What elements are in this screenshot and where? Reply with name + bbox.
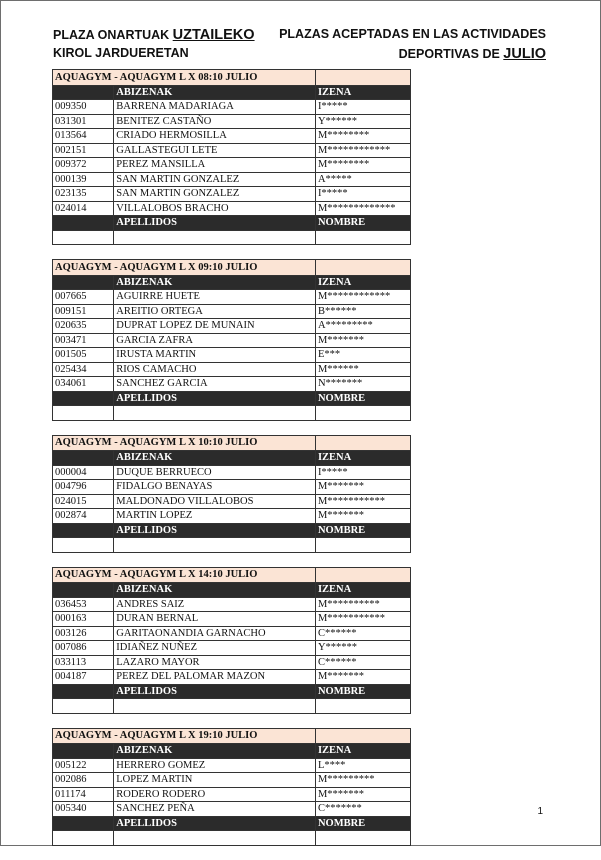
table-row [53,348,411,363]
table-row [53,465,411,480]
empty-cell [53,230,114,245]
nombre-footer: NOMBRE [315,216,410,231]
table-row [53,158,411,173]
member-name: M************ [315,143,410,158]
member-name: L**** [315,758,410,773]
member-surname: BENITEZ CASTAÑO [114,114,316,129]
table-row [53,597,411,612]
table-row [53,114,411,129]
empty-cell [114,406,316,421]
member-surname: LOPEZ MARTIN [114,773,316,788]
nombre-footer: NOMBRE [315,816,410,831]
abizenak-header: ABIZENAK [114,85,316,100]
member-surname: DUPRAT LOPEZ DE MUNAIN [114,319,316,334]
code-footer [53,216,114,231]
abizenak-header: ABIZENAK [114,275,316,290]
member-name: M*********** [315,494,410,509]
member-name: N******* [315,377,410,392]
member-surname: MARTIN LOPEZ [114,509,316,524]
title-blank-cell [315,260,410,276]
table-row [53,290,411,305]
table-row [53,377,411,392]
table-row [53,494,411,509]
member-code: 011174 [53,787,114,802]
empty-cell [53,831,114,846]
title-blank-cell [315,728,410,744]
table-row [53,509,411,524]
member-code: 003126 [53,626,114,641]
empty-cell [315,230,410,245]
izena-header: IZENA [315,275,410,290]
member-code: 002874 [53,509,114,524]
member-name: C******* [315,802,410,817]
page-number: 1 [537,806,543,817]
member-code: 033113 [53,655,114,670]
member-surname: SAN MARTIN GONZALEZ [114,172,316,187]
member-code: 000004 [53,465,114,480]
footer-row [53,391,411,406]
member-name: A***** [315,172,410,187]
empty-cell [53,538,114,553]
header-row [53,583,411,598]
empty-row [53,699,411,714]
code-header [53,744,114,759]
code-header [53,451,114,466]
apellidos-footer: APELLIDOS [114,816,316,831]
member-code: 002086 [53,773,114,788]
table-row [53,655,411,670]
header-row [53,744,411,759]
table-row [53,172,411,187]
code-footer [53,391,114,406]
nombre-footer: NOMBRE [315,391,410,406]
header-right-month: JULIO [503,46,546,62]
member-surname: DUQUE BERRUECO [114,465,316,480]
footer-row [53,216,411,231]
apellidos-footer: APELLIDOS [114,684,316,699]
member-name: M******* [315,787,410,802]
member-name: M********* [315,773,410,788]
group-title: AQUAGYM - AQUAGYM L X 10:10 JULIO [53,435,316,451]
activity-group [52,435,411,553]
code-header [53,583,114,598]
header-left-line2: KIROL JARDUERETAN [53,46,189,60]
activity-group [52,728,411,846]
table-row [53,333,411,348]
member-code: 034061 [53,377,114,392]
member-name: I***** [315,100,410,115]
table-row [53,319,411,334]
header-right-line2 [399,46,546,62]
member-code: 004187 [53,670,114,685]
table-row [53,143,411,158]
member-code: 004796 [53,480,114,495]
member-name: M************ [315,290,410,305]
member-surname: SAN MARTIN GONZALEZ [114,187,316,202]
table-row [53,626,411,641]
empty-cell [114,230,316,245]
apellidos-footer: APELLIDOS [114,523,316,538]
member-surname: IRUSTA MARTIN [114,348,316,363]
group-title-row [53,70,411,86]
header-row [53,275,411,290]
group-title-row [53,728,411,744]
participants-table [52,728,411,846]
footer-row [53,816,411,831]
empty-cell [315,538,410,553]
code-footer [53,684,114,699]
group-title-row [53,260,411,276]
member-code: 000163 [53,612,114,627]
member-surname: MALDONADO VILLALOBOS [114,494,316,509]
table-row [53,100,411,115]
member-code: 023135 [53,187,114,202]
member-surname: AGUIRRE HUETE [114,290,316,305]
table-row [53,787,411,802]
table-row [53,641,411,656]
table-row [53,187,411,202]
group-title: AQUAGYM - AQUAGYM L X 09:10 JULIO [53,260,316,276]
izena-header: IZENA [315,85,410,100]
empty-cell [53,699,114,714]
title-blank-cell [315,435,410,451]
member-code: 020635 [53,319,114,334]
header-right-prefix: DEPORTIVAS DE [398,47,504,61]
code-header [53,85,114,100]
empty-row [53,831,411,846]
member-code: 024015 [53,494,114,509]
member-code: 031301 [53,114,114,129]
participants-table [52,567,411,714]
member-name: E*** [315,348,410,363]
activity-groups [52,69,411,860]
member-surname: VILLALOBOS BRACHO [114,201,316,216]
header-row [53,85,411,100]
abizenak-header: ABIZENAK [114,583,316,598]
member-code: 009350 [53,100,114,115]
member-name: Y****** [315,641,410,656]
abizenak-header: ABIZENAK [114,744,316,759]
member-surname: DURAN BERNAL [114,612,316,627]
apellidos-footer: APELLIDOS [114,216,316,231]
title-blank-cell [315,70,410,86]
empty-cell [114,699,316,714]
member-surname: ANDRES SAIZ [114,597,316,612]
header-row [53,451,411,466]
member-code: 009372 [53,158,114,173]
table-row [53,201,411,216]
member-code: 000139 [53,172,114,187]
member-code: 009151 [53,304,114,319]
footer-row [53,523,411,538]
member-code: 007665 [53,290,114,305]
member-name: M******* [315,670,410,685]
empty-cell [114,831,316,846]
activity-group [52,69,411,245]
member-name: I***** [315,187,410,202]
member-surname: RODERO RODERO [114,787,316,802]
empty-cell [315,831,410,846]
member-name: I***** [315,465,410,480]
participants-table [52,69,411,245]
activity-group [52,567,411,714]
table-row [53,129,411,144]
member-surname: RIOS CAMACHO [114,362,316,377]
nombre-footer: NOMBRE [315,523,410,538]
group-title: AQUAGYM - AQUAGYM L X 19:10 JULIO [53,728,316,744]
member-code: 025434 [53,362,114,377]
code-footer [53,816,114,831]
footer-row [53,684,411,699]
header-left-month: UZTAILEKO [172,27,255,43]
nombre-footer: NOMBRE [315,684,410,699]
header-right-line1: PLAZAS ACEPTADAS EN LAS ACTIVIDADES [279,27,546,41]
table-row [53,758,411,773]
member-surname: LAZARO MAYOR [114,655,316,670]
empty-cell [315,699,410,714]
member-code: 013564 [53,129,114,144]
table-row [53,480,411,495]
member-surname: HERRERO GOMEZ [114,758,316,773]
member-surname: GARCIA ZAFRA [114,333,316,348]
abizenak-header: ABIZENAK [114,451,316,466]
table-row [53,802,411,817]
table-row [53,773,411,788]
member-name: M*********** [315,612,410,627]
empty-row [53,230,411,245]
izena-header: IZENA [315,583,410,598]
member-surname: AREITIO ORTEGA [114,304,316,319]
member-name: M************* [315,201,410,216]
empty-cell [315,406,410,421]
member-surname: PEREZ MANSILLA [114,158,316,173]
member-surname: BARRENA MADARIAGA [114,100,316,115]
member-surname: CRIADO HERMOSILLA [114,129,316,144]
table-row [53,362,411,377]
member-name: C****** [315,655,410,670]
header-left-line1 [53,27,255,43]
member-surname: GALLASTEGUI LETE [114,143,316,158]
member-code: 024014 [53,201,114,216]
group-title-row [53,435,411,451]
group-title: AQUAGYM - AQUAGYM L X 08:10 JULIO [53,70,316,86]
member-code: 036453 [53,597,114,612]
activity-group [52,259,411,421]
member-name: M****** [315,362,410,377]
member-surname: IDIAÑEZ NUÑEZ [114,641,316,656]
group-title-row [53,567,411,583]
member-name: M******* [315,480,410,495]
member-name: Y****** [315,114,410,129]
member-name: M********** [315,597,410,612]
code-footer [53,523,114,538]
empty-cell [53,406,114,421]
member-surname: SANCHEZ GARCIA [114,377,316,392]
member-code: 005122 [53,758,114,773]
member-surname: GARITAONANDIA GARNACHO [114,626,316,641]
table-row [53,304,411,319]
group-title: AQUAGYM - AQUAGYM L X 14:10 JULIO [53,567,316,583]
empty-row [53,538,411,553]
member-code: 001505 [53,348,114,363]
member-name: C****** [315,626,410,641]
header-left-prefix: PLAZA ONARTUAK [53,28,173,42]
member-name: B****** [315,304,410,319]
member-name: A********* [315,319,410,334]
empty-row [53,406,411,421]
member-name: M******* [315,333,410,348]
apellidos-footer: APELLIDOS [114,391,316,406]
member-code: 005340 [53,802,114,817]
member-name: M******* [315,509,410,524]
member-name: M******** [315,129,410,144]
member-code: 003471 [53,333,114,348]
empty-cell [114,538,316,553]
participants-table [52,259,411,421]
table-row [53,612,411,627]
member-surname: PEREZ DEL PALOMAR MAZON [114,670,316,685]
title-blank-cell [315,567,410,583]
member-name: M******** [315,158,410,173]
izena-header: IZENA [315,744,410,759]
member-surname: SANCHEZ PEÑA [114,802,316,817]
code-header [53,275,114,290]
member-surname: FIDALGO BENAYAS [114,480,316,495]
izena-header: IZENA [315,451,410,466]
table-row [53,670,411,685]
participants-table [52,435,411,553]
member-code: 007086 [53,641,114,656]
member-code: 002151 [53,143,114,158]
